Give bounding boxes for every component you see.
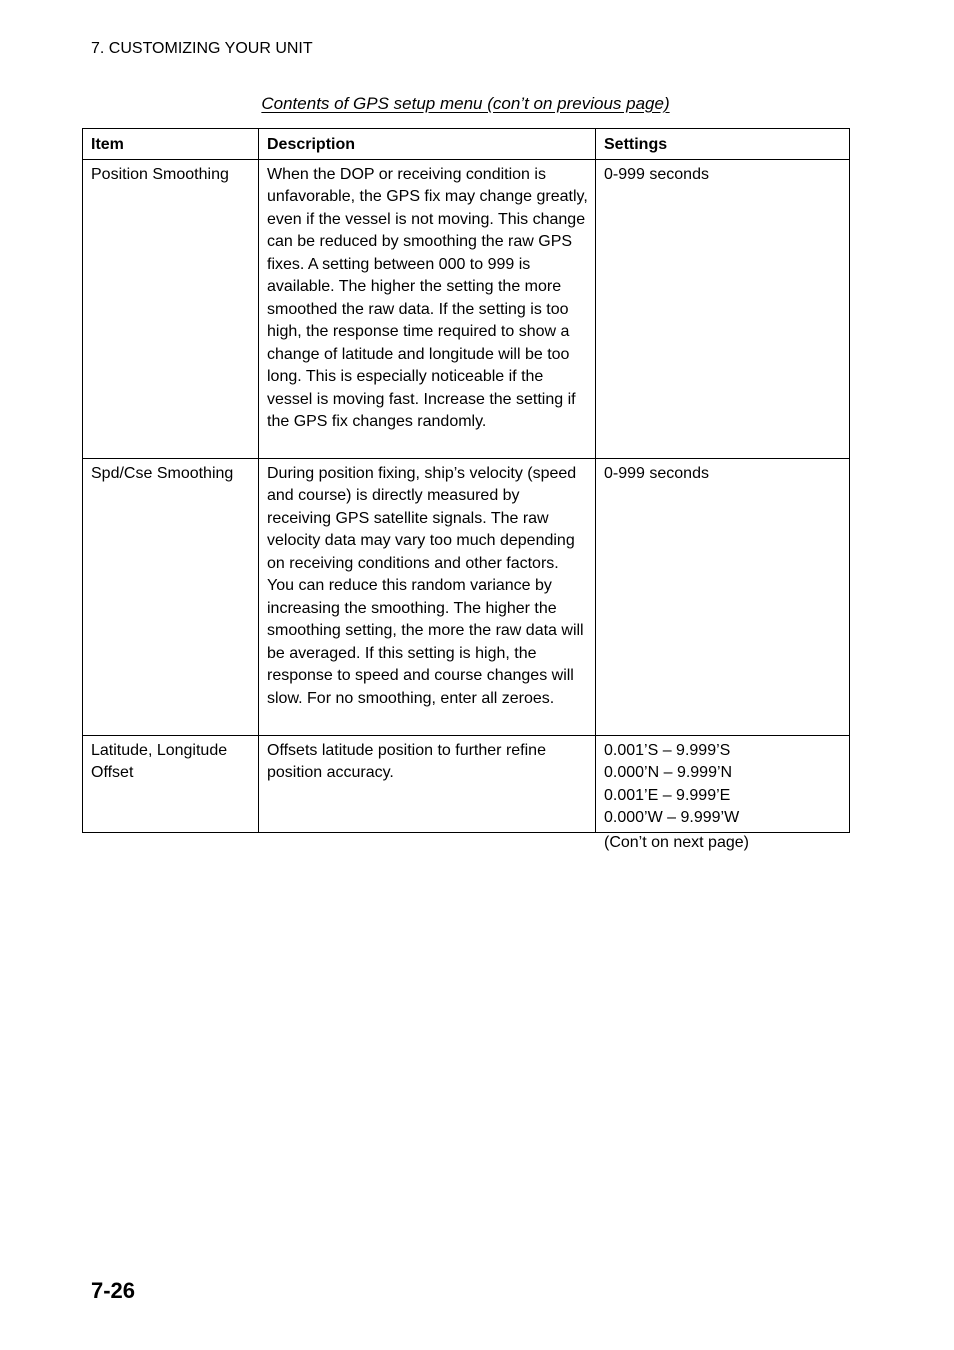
description-cell: Offsets latitude position to further refine position accuracy. (259, 735, 596, 832)
setting-value: 0-999 seconds (604, 165, 709, 183)
description-cell: During position fixing, ship’s velocity (speed and course) is directly measured by receiving GPS satellite signals. The raw velocity data may vary too much depending on receiving conditions and other factors. You can reduce this random variance by increasing the smoothing. The higher the smoothing setting, the more the raw data will be averaged. If this setting is high, the response to speed and course changes will slow. For no smoothing, enter all zeroes. (259, 458, 596, 735)
settings-cell (596, 458, 850, 735)
table-row (83, 458, 850, 735)
description-cell: When the DOP or receiving condition is unfavorable, the GPS fix may change greatly, even if the vessel is not moving. This change can be reduced by smoothing the raw GPS fixes. A setting between 000 to 999 is available. The higher the setting the more smoothed the raw data. If the setting is too high, the response time required to show a change of latitude and longitude will be too long. This is especially noticeable if the vessel is moving fast. Increase the setting if the GPS fix changes randomly. (259, 159, 596, 458)
column-header-description: Description (259, 129, 596, 160)
column-header-item: Item (83, 129, 259, 160)
settings-cell (596, 735, 850, 832)
gps-setup-table (82, 128, 850, 833)
continued-note: (Con’t on next page) (604, 834, 749, 851)
table-row (83, 735, 850, 832)
item-cell: Latitude, Longitude Offset (83, 735, 259, 832)
column-header-settings: Settings (596, 129, 850, 160)
table-row (83, 159, 850, 458)
setting-value: 0.000’N – 9.999’N (604, 764, 733, 781)
table-caption: Contents of GPS setup menu (con’t on previous page) (261, 94, 670, 113)
page-number: 7-26 (91, 1278, 136, 1303)
item-cell: Spd/Cse Smoothing (83, 458, 259, 735)
setting-value: 0.000’W – 9.999’W (604, 809, 740, 826)
item-cell: Position Smoothing (83, 159, 259, 458)
table-header-row (83, 129, 850, 160)
settings-cell (596, 159, 850, 458)
running-header: 7. CUSTOMIZING YOUR UNIT (91, 40, 313, 57)
setting-value: 0.001’S – 9.999’S (604, 741, 731, 759)
setting-value: 0.001’E – 9.999’E (604, 786, 731, 804)
setting-value: 0-999 seconds (604, 464, 709, 482)
